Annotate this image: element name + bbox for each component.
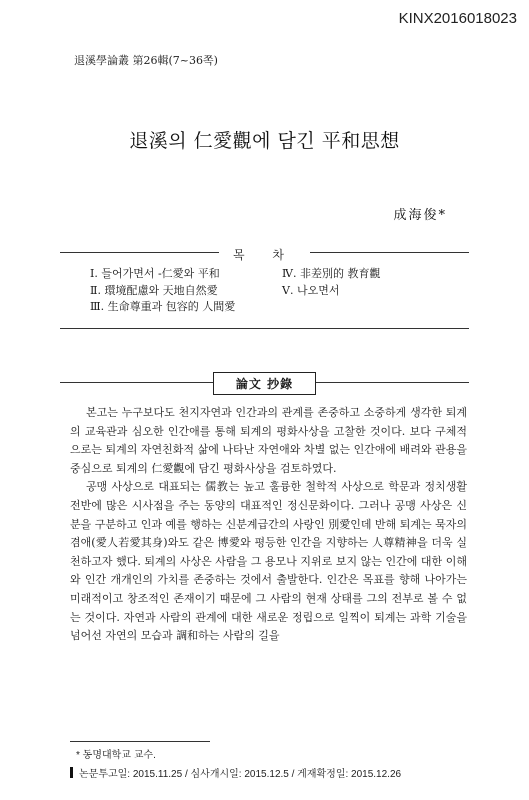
toc-item-number: Ⅲ. — [90, 300, 105, 313]
toc-item-label: 環境配慮와 天地自然愛 — [104, 283, 218, 297]
author-affiliation-footnote: * 동명대학교 교수. — [76, 750, 156, 761]
toc-heading — [0, 244, 529, 263]
author-name: 成海俊* — [393, 208, 447, 223]
toc-item-label: 非差別的 教育觀 — [300, 267, 381, 280]
paper-title: 退溪의 仁愛觀에 담긴 平和思想 — [129, 130, 400, 152]
submission-dates-text: 논문투고일: 2015.11.25 / 심사개시일: 2015.12.5 / 게재확정일: 2015.12.26 — [79, 769, 402, 780]
toc-left-column — [90, 266, 235, 316]
toc-heading-label: 목 차 — [219, 248, 310, 262]
toc-item-label: 들어가면서 -仁愛와 平和 — [101, 267, 220, 280]
footnote-rule — [70, 741, 210, 742]
toc-item-number: Ⅰ. — [90, 267, 98, 280]
toc-item — [90, 283, 235, 300]
abstract-heading — [0, 372, 529, 395]
toc-item — [90, 266, 235, 283]
toc-item — [90, 299, 235, 316]
abstract-paragraph: 본고는 누구보다도 천지자연과 인간과의 관계를 존중하고 소중하게 생각한 퇴계의 교육관과 심오한 인간애를 통해 퇴계의 평화사상을 고찰한 것이다. 보다 구체적으로는 퇴계의 자연친화적 삶에 나타난 자연애와 차별 없는 인간애에 배려와 관용을 중심으로 퇴계의 仁愛觀에 담긴 평화사상을 검토하였다. — [70, 406, 467, 475]
toc-item-label: 生命尊重과 包容的 人間愛 — [107, 300, 236, 313]
toc-bottom-rule — [60, 328, 469, 329]
abstract-paragraph: 공맹 사상으로 대표되는 儒教는 높고 훌륭한 철학적 사상으로 학문과 정치생활 전반에 많은 시사점을 주는 동양의 대표적인 정신문화이다. 그러나 공맹 사상은 신분을 구분하고 인과 예를 행하는 신분계급간의 사랑인 別愛인데 반해 퇴계는 묵자의 겸애(愛人若愛其身)와도 같은 博愛와 평등한 인간을 지향하는 人尊精神을 더욱 실천하고자 했다. 퇴계의 사상은 사람을 그 용모나 지위로 보지 않는 인간에 대한 이해와 인간 개개인의 가치를 존중하는 것에서 출발한다. 인간은 목표를 향해 나아가는 미래적이고 창조적인 존재이기 때문에 그 사람의 현재 상태를 그의 전부로 볼 수 없는 것이다. 자연과 사람의 관계에 대한 새로운 정립으로 일찍이 퇴계는 과학 기술을 넘어선 자연의 모습과 調和하는 사람의 길을 — [70, 480, 467, 643]
abstract-heading-label: 論文 抄錄 — [213, 372, 316, 395]
toc-item — [282, 283, 381, 300]
bar-marker-icon — [70, 767, 73, 778]
toc-right-column — [282, 266, 381, 299]
abstract-body — [70, 404, 467, 646]
toc-item-number: Ⅳ. — [282, 267, 297, 280]
journal-header: 退溪學論叢 第26輯(7~36쪽) — [74, 54, 218, 67]
toc-item-label: 나오면서 — [296, 283, 340, 297]
toc-item-number: Ⅱ. — [90, 283, 101, 297]
toc-item-number: Ⅴ. — [282, 283, 294, 297]
document-id: KINX2016018023 — [398, 10, 517, 27]
toc-item — [282, 266, 381, 283]
submission-dates-footnote — [70, 765, 401, 780]
